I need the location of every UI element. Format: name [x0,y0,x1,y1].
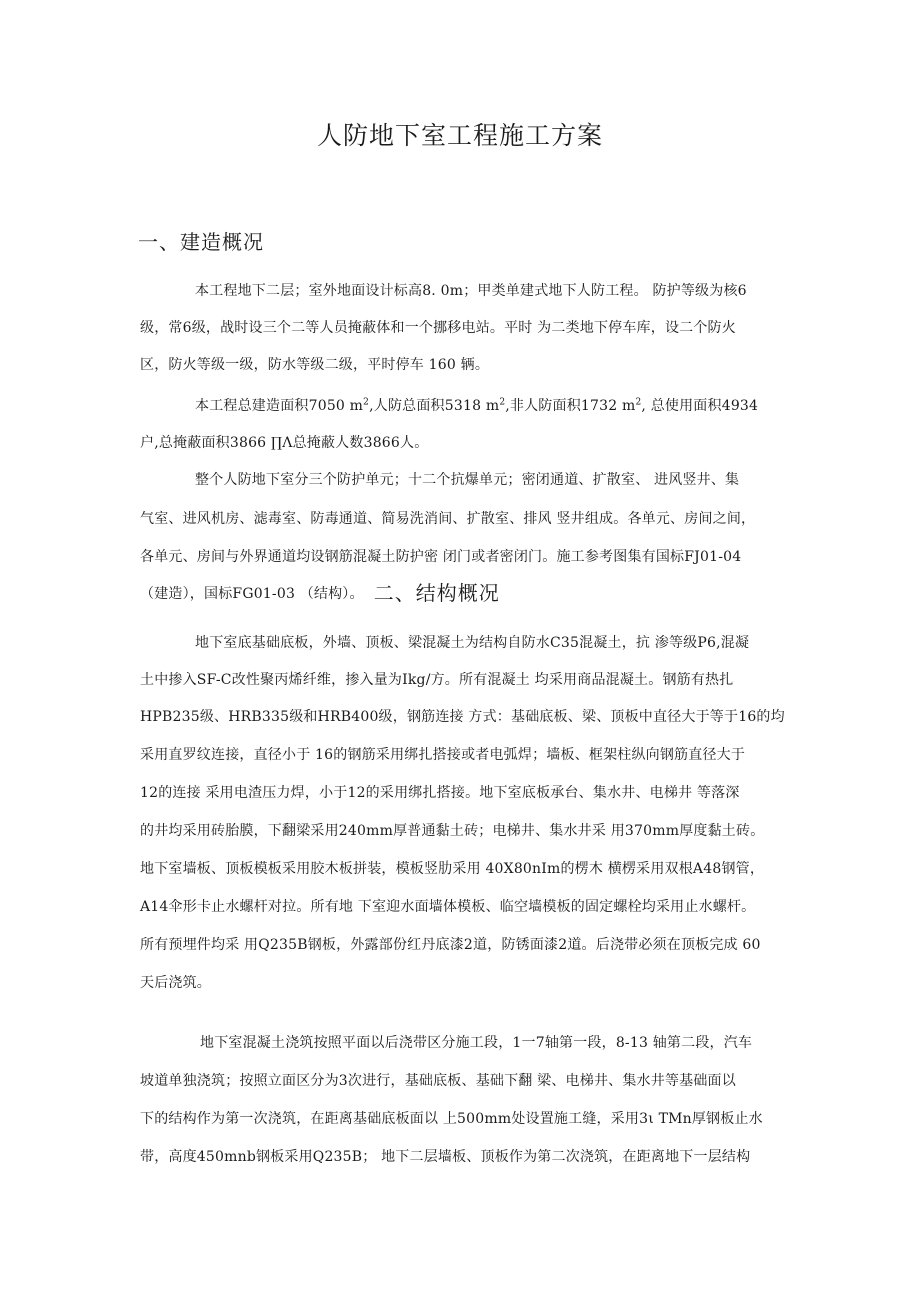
paragraph-line: Α14伞形卡止水螺杆对拉。所有地 下室迎水面墙体模板、临空墙模板的固定螺栓均采用止水螺杆。 [140,899,756,915]
area-civil-defense: ,人防总面积5318 m [369,398,500,414]
paragraph-line: 所有预埋件均采 用Q235B钢板，外露部份红丹底漆2道，防锈面漆2道。后浇带必须在顶板完成 60 [140,937,761,953]
paragraph-line: 气室、进风机房、滤毒室、防毒通道、简易洗消间、扩散室、排风 竖井组成。各单元、房间之间， [140,511,756,527]
area-usable: , 总使用面积4934 [641,398,759,414]
paragraph-line: 地下室墙板、顶板模板采用胶木板拼装，模板竖肋采用 40X80nIm的楞木 横楞采用双根Α48钢管， [140,861,765,877]
paragraph-line: 级，常6级，战时设三个二等人员掩蔽体和一个挪移电站。平时 为二类地下停车库，设二个防火 [140,320,736,336]
paragraph-line: 地下室混凝土浇筑按照平面以后浇带区分施工段，1一7轴第一段，8-13 轴第二段，汽车 [200,1035,753,1051]
paragraph-line: 地下室底基础底板，外墙、顶板、梁混凝土为结构自防水C35混凝土，抗 渗等级P6,混凝 [195,635,750,651]
paragraph-line: 整个人防地下室分三个防护单元；十二个抗爆单元；密闭通道、扩散室、 进风竖井、集 [195,472,740,488]
paragraph-line: 土中掺入SF-C改性聚丙烯纤维，掺入量为Ikg/方。所有混凝土 均采用商品混凝土。钢筋有热扎 [140,672,734,688]
paragraph-line: 天后浇筑。 [140,975,211,991]
paragraph-line [140,583,500,604]
paragraph-line: 区，防火等级一级，防水等级二级，平时停车 160 辆。 [140,357,490,373]
paragraph-line: 下的结构作为第一次浇筑，在距离基础底板面以 上500mm处设置施工缝，采用3ι TMn厚钢板止水 [140,1111,763,1127]
section-heading-overview: 一、建造概况 [138,230,264,254]
unit-superscript: 2 [635,397,642,408]
paragraph-line: 坡道单独浇筑；按照立面区分为3次进行，基础底板、基础下翻 梁、电梯井、集水井等基础面以 [140,1073,736,1089]
area-non-civil-defense: ,非人防面积1732 m [505,398,636,414]
paragraph-line: 带，高度450mnb钢板采用Q235B； 地下二层墙板、顶板作为第二次浇筑，在距离地下一层结构 [140,1149,751,1165]
paragraph-line: HPB235级、HRB335级和HRB400级，钢筋连接 方式：基础底板、梁、顶板中直径大于等于16的均 [140,709,785,725]
area-total: 本工程总建造面积7050 m [195,398,364,414]
paragraph-text: （建造），国标FG01-03 （结构）。 [140,586,364,602]
unit-superscript: 2 [499,397,506,408]
paragraph-line: 采用直罗纹连接，直径小于 16的钢筋采用绑扎搭接或者电弧焊；墙板、框架柱纵向钢筋直径大于 [140,747,746,763]
paragraph-line: 12的连接 采用电渣压力焊，小于12的采用绑扎搭接。地下室底板承台、集水井、电梯井 等落深 [140,785,740,801]
paragraph-line: 户,总掩蔽面积3866 ∏Λ总掩蔽人数3866人。 [140,435,429,451]
paragraph-line: 的井均采用砖胎膜，下翻梁采用240mm厚普通黏土砖；电梯井、集水井采 用370mm厚度黏土砖。 [140,823,765,839]
unit-superscript: 2 [363,397,370,408]
document-title: 人防地下室工程施工方案 [316,121,603,150]
paragraph-line [195,396,758,416]
paragraph-line: 各单元、房间与外界通道均设钢筋混凝土防护密 闭门或者密闭门。施工参考图集有国标FJ01-04 [140,549,742,565]
section-heading-structure: 二、结构概况 [373,581,500,605]
paragraph-line: 本工程地下二层；室外地面设计标高8. 0m；甲类单建式地下人防工程。 防护等级为核6 [195,283,747,299]
